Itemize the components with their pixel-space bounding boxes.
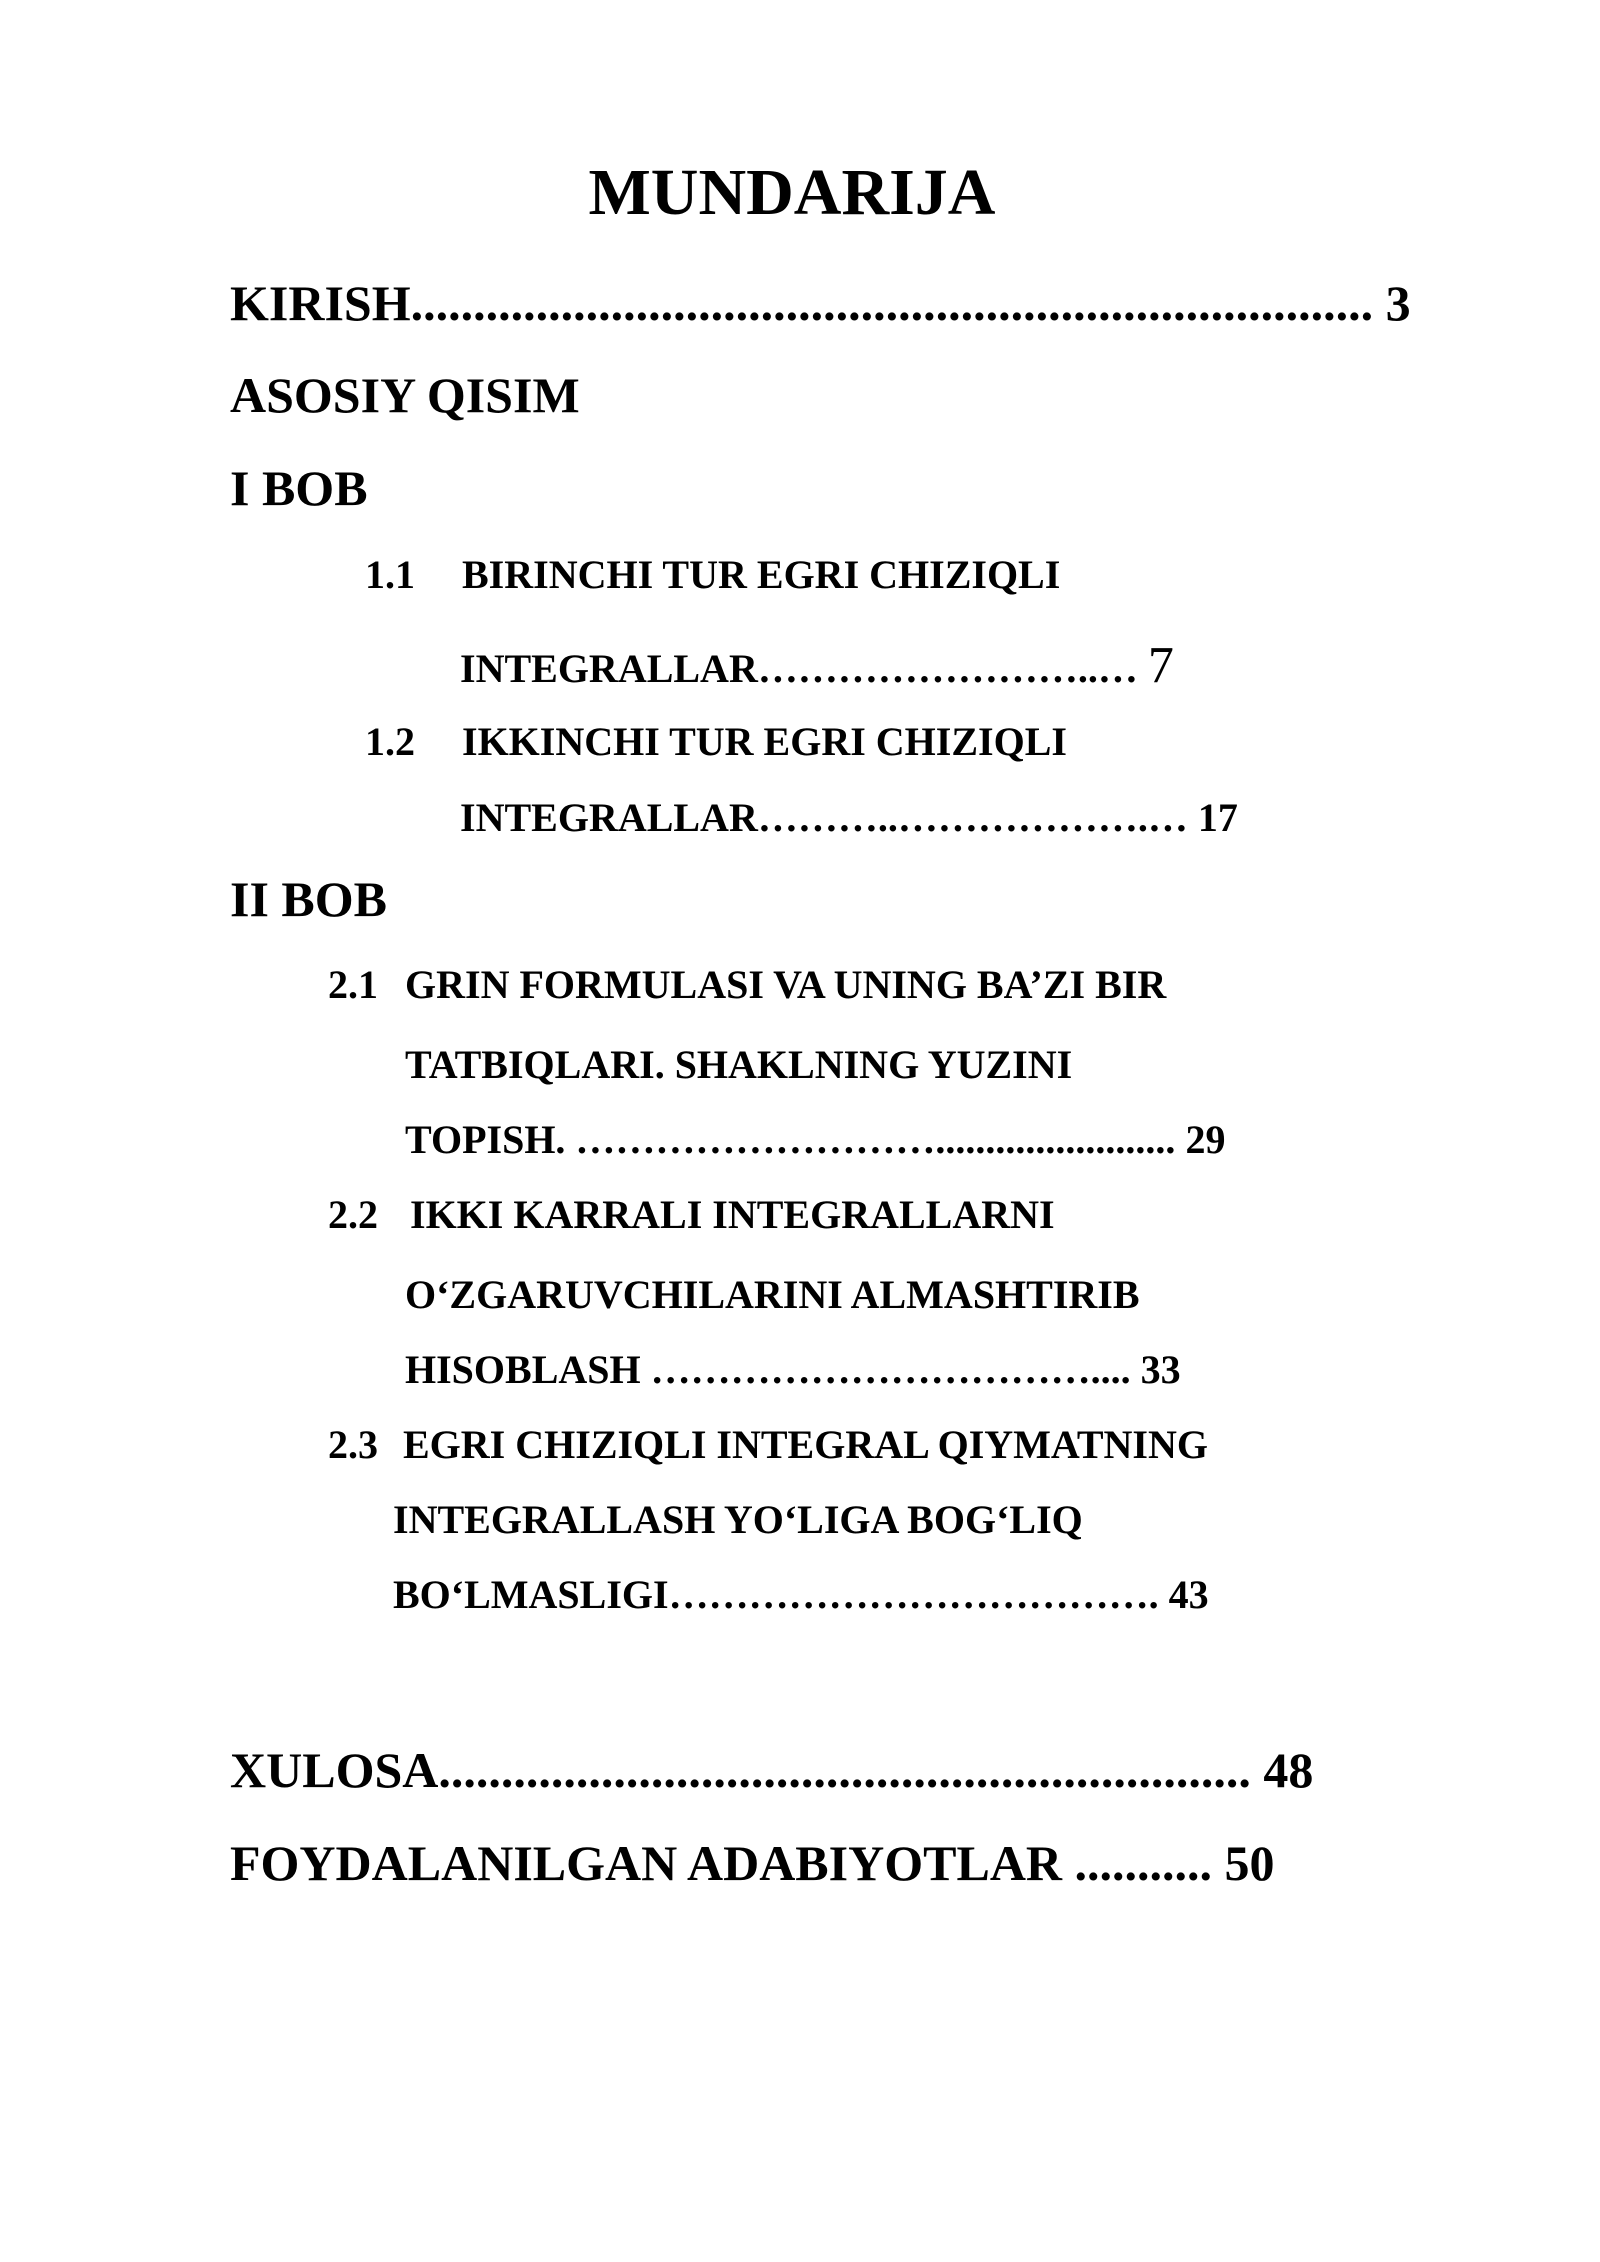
toc-heading-bob-2: II BOB <box>230 871 388 927</box>
toc-section-2-1-line2: TATBIQLARI. SHAKLNING YUZINI <box>405 1042 1073 1087</box>
toc-page-number: 48 <box>1263 1742 1314 1798</box>
toc-section-1-1-line2 <box>460 637 1174 694</box>
toc-section-2-2-line3 <box>405 1347 1181 1392</box>
toc-section-2-3-line2: INTEGRALLASH YO‘LIGA BOG‘LIQ <box>393 1497 1083 1542</box>
toc-section-number: 2.3 <box>328 1422 378 1467</box>
toc-entry-text: FOYDALANILGAN ADABIYOTLAR ........... <box>230 1835 1213 1891</box>
toc-heading-bob-1: I BOB <box>230 460 368 516</box>
toc-entry-adabiyotlar <box>230 1835 1275 1891</box>
toc-section-1-1-line1: BIRINCHI TUR EGRI CHIZIQLI <box>462 552 1061 597</box>
toc-section-2-3-line1: EGRI CHIZIQLI INTEGRAL QIYMATNING <box>403 1422 1208 1467</box>
toc-entry-text: HISOBLASH …………………………….... <box>405 1347 1131 1392</box>
toc-heading-asosiy-qisim: ASOSIY QISIM <box>230 367 580 423</box>
toc-page-number: 29 <box>1185 1117 1226 1162</box>
toc-section-number: 1.1 <box>365 552 415 597</box>
toc-entry-text: XULOSA................................................................. <box>230 1742 1251 1798</box>
page-title: MUNDARIJA <box>588 156 996 229</box>
toc-page-number: 17 <box>1197 795 1238 840</box>
toc-section-1-2-line2 <box>460 795 1238 840</box>
toc-entry-xulosa <box>230 1742 1314 1798</box>
toc-section-1-2-line1: IKKINCHI TUR EGRI CHIZIQLI <box>462 719 1067 764</box>
toc-section-number: 2.1 <box>328 962 378 1007</box>
toc-section-2-1-line1: GRIN FORMULASI VA UNING BA’ZI BIR <box>405 962 1167 1007</box>
toc-entry-text: INTEGRALLAR………..……………….… <box>460 795 1188 840</box>
toc-page-number: 50 <box>1224 1835 1275 1891</box>
toc-entry-kirish <box>230 275 1411 331</box>
toc-section-2-1-line3 <box>405 1117 1226 1162</box>
toc-entry-text: INTEGRALLAR……………………..… <box>460 646 1138 691</box>
toc-entry-text: TOPISH. ………………………........................ <box>405 1117 1176 1162</box>
toc-section-2-3-line3 <box>393 1572 1209 1617</box>
toc-section-2-2-line2: O‘ZGARUVCHILARINI ALMASHTIRIB <box>405 1272 1140 1317</box>
toc-section-2-2-line1: IKKI KARRALI INTEGRALLARNI <box>410 1192 1055 1237</box>
toc-entry-text: BO‘LMASLIGI………………………………. <box>393 1572 1159 1617</box>
toc-page-number: 3 <box>1385 275 1411 331</box>
toc-section-number: 1.2 <box>365 719 415 764</box>
toc-page-number: 7 <box>1147 637 1174 694</box>
toc-section-number: 2.2 <box>328 1192 378 1237</box>
toc-page-number: 33 <box>1140 1347 1181 1392</box>
toc-page-number: 43 <box>1168 1572 1209 1617</box>
toc-entry-text: KIRISH............................................................................. <box>230 275 1374 331</box>
